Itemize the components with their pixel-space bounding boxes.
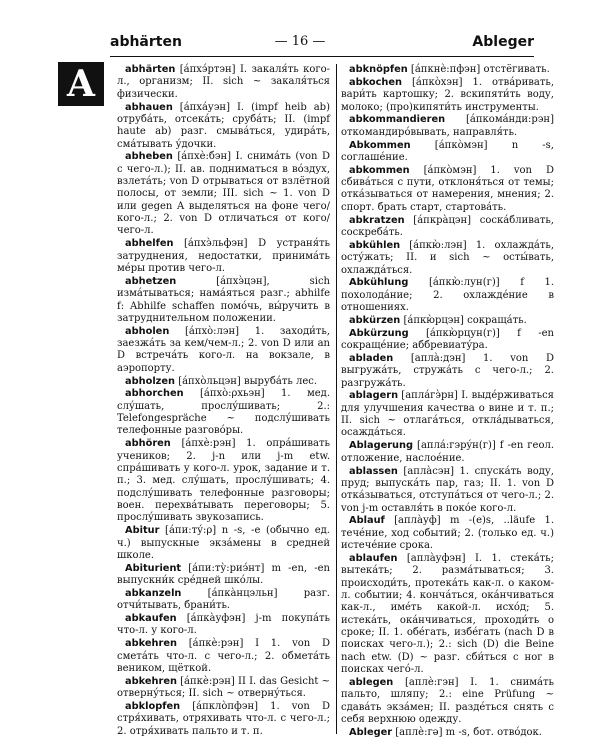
entry-definition: [áпкю̀рцун(г)] f -en сокраще́ние; аббревиату́ра.: [341, 327, 554, 352]
entry-definition: [áпхо̀:ρхьэн] 1. мед. слу́шать, прослу́шивать; 2.: Telefongespräche ~ подслу́шивать телефонные разгово́ры.: [117, 388, 330, 437]
dictionary-entry: [341, 77, 554, 114]
entry-headword: abholen: [125, 325, 170, 337]
dictionary-entry: [117, 276, 330, 325]
dictionary-entry: [117, 102, 330, 151]
entry-definition: [áпкю̀:лун(г)] f 1. похолода́ние; 2. охлажде́ние в отношениях.: [341, 277, 554, 314]
entry-headword: Abkürzung: [349, 327, 409, 339]
entry-headword: ablagern: [349, 390, 399, 402]
entry-definition: [áпкомáнди:рэн] откомандиро́вывать, направля́ть.: [341, 114, 554, 138]
dictionary-entry: [117, 563, 330, 588]
entry-headword: abkommen: [349, 164, 410, 176]
entry-headword: abheben: [125, 151, 173, 163]
dictionary-entry: [117, 151, 330, 237]
entry-definition: [áпкѐ:рэн] II I. das Gesicht ~ отверну́ться; II. sich ~ отверну́ться.: [117, 675, 330, 700]
dictionary-entry: [117, 638, 330, 675]
entry-definition: [áпхэ̀цэн], sich изма́тываться; нама́яться разг.; abhilfe f: Abhilfe schaffen помо́чь, вы́ручить в затруднительном положении.: [117, 275, 330, 324]
entry-headword: abkanzeln: [125, 587, 182, 599]
entry-definition: [áпко̀мэн] n -s, соглаше́ние.: [341, 139, 554, 163]
dictionary-entry: [117, 376, 330, 388]
entry-definition: [áпхэ̀льфэн] D устраня́ть затруднения, недостатки, принима́ть ме́ры против чего-л.: [117, 238, 330, 274]
dictionary-entry: [341, 440, 554, 465]
entry-definition: [áпкю̀рцэн] сокраща́ть.: [400, 314, 527, 326]
dictionary-entry: [117, 388, 330, 437]
entry-headword: abklopfen: [125, 701, 181, 713]
entry-headword: Ableger: [349, 726, 393, 738]
entry-definition: [áпкю̀:лэн] 1. охлажда́ть, осту́жать; II. и sich ~ осты́вать, охлажда́ться.: [341, 239, 554, 276]
entry-headword: abhorchen: [125, 388, 184, 400]
entry-definition: [аплѐ:гэн] I. 1. снима́ть пальто, шляпу; 2.: eine Prüfung ~ сдава́ть экза́мен; II. разде́ться снять с себя верхнюю одежду.: [341, 676, 554, 725]
entry-headword: Abiturient: [125, 562, 182, 574]
dictionary-entry: [341, 677, 554, 726]
entry-definition: [áпка̀нцэльн] разг. отчи́тывать, брани́ть.: [117, 587, 330, 612]
dictionary-entry: [341, 114, 554, 139]
entry-definition: [аплѐ:гə] m -s, бот. отво́док.: [392, 726, 542, 738]
entry-definition: [áпкло̀пфэн] 1. von D стря́хивать, отряхивать что-л. с чего-л.; 2. отря́хивать пальто и т. п.: [117, 701, 330, 737]
entry-headword: Abkühlung: [349, 277, 409, 289]
running-head-right: Ableger: [472, 34, 534, 50]
entry-definition: [áпхо̀:лэн] 1. заходи́ть, заезжа́ть за кем/чем-л.; 2. von D или an D встреча́ть кого-л. на вокзале, в аэропорту.: [117, 325, 330, 374]
entry-headword: abholzen: [125, 375, 176, 387]
entry-definition: [аплá:гэрýн(г)] f -en геол. отложение, наслое́ние.: [341, 440, 554, 464]
entry-definition: [áпкѐ:рэн] I 1. von D смета́ть что-л. с чего-л.; 2. обмета́ть веником, щёткой.: [117, 638, 330, 674]
right-column: [341, 64, 554, 740]
section-letter-tab: A: [58, 62, 104, 106]
entry-headword: abkochen: [349, 76, 403, 88]
page-header: [0, 0, 600, 60]
entry-definition: [áпи:ту̀:риэ́нт] m -en, -en выпускни́к сре́дней шко́лы.: [117, 562, 330, 587]
dictionary-entry: [341, 353, 554, 390]
entry-headword: Ablauf: [349, 515, 385, 527]
entry-headword: abladen: [349, 352, 394, 364]
entry-definition: [áпхо̀льцэн] выруба́ть лес.: [175, 375, 318, 387]
entry-definition: [апла̀уфэн] I. 1. стека́ть; вытека́ть; 2. разма́тываться; 3. происходи́ть, протека́ть как-л. о каком-л. событии; 4. конча́ться, ока́нчиваться как-л., име́ть какой-л. исхо́д; 5. истека́ть, ока́нчиваться, проходи́ть о сроке; II. 1. обе́гать, избе́гать (nach D в поисках чего-л.); 2.: sich (D) die Beine nach etw. (D) ~ разг. сби́ться с ног в поисках чего́-л.: [341, 552, 554, 675]
entry-headword: abhören: [125, 438, 171, 450]
entry-headword: abkürzen: [349, 314, 401, 326]
dictionary-entry: [117, 676, 330, 701]
entry-definition: [áпко̀хэн] 1. отва́ривать, вари́ть картошку; 2. вскипяти́ть воду, молоко; (про)кипяти́ть инструменты.: [341, 76, 554, 113]
dictionary-entry: [341, 215, 554, 240]
entry-definition: [áпкнѐ:пфэн] отстёгивать.: [407, 64, 550, 75]
dictionary-entry: [117, 238, 330, 275]
entry-headword: abkehren: [125, 675, 177, 687]
dictionary-entry: [117, 525, 330, 562]
entry-headword: abhetzen: [125, 275, 177, 287]
dictionary-entry: [341, 515, 554, 552]
dictionary-entry: [341, 240, 554, 277]
dictionary-entry: [341, 140, 554, 165]
page-number: — 16 —: [274, 34, 326, 49]
running-head-left: abhärten: [110, 34, 182, 50]
dictionary-entry: [341, 328, 554, 353]
entry-definition: [аплáгэ̀рн] I. выде́рживаться для улучшения качества о вине и т. п.; II. sich ~ отлага́ться, откла́дываться, осажда́ться.: [341, 390, 554, 439]
dictionary-entry: [341, 165, 554, 214]
dictionary-entry: [117, 326, 330, 375]
entry-headword: abkehren: [125, 638, 177, 650]
entry-definition: [áпка̀уфэн] j-m покупа́ть что-л. у кого-л.: [117, 613, 330, 637]
entry-definition: [áпи:ту́:ρ] n -s, -e (обычно ед. ч.) выпускные экза́мены в средней школе.: [117, 525, 330, 561]
entry-definition: [апла̀сэн] 1. спуска́ть воду, пруд; выпуска́ть пар, газ; II. 1. von D отка́зываться, отступа́ться от чего-л.; 2. von j-m оставля́ть в поко́е кого-л.: [341, 465, 554, 514]
left-column: [117, 64, 330, 739]
entry-definition: [áпхэ́ртэн] I. закаля́ть кого-л., организм; II. sich ~ закаля́ться физически.: [117, 64, 330, 100]
entry-headword: abknöpfen: [349, 64, 408, 75]
entry-definition: [áпхѐ:рэн] 1. опра́шивать учеников; 2. j-n или j-m etw. спра́шивать у кого-л. урок, задание и т. п.; 3. мед. слу́шать, прослу́шивать; 4. подслу́шивать телефонные разговоры; воен. перехва́тывать переговоры; 5. прослу́шивать звукозапись.: [117, 438, 330, 524]
entry-headword: ablassen: [349, 465, 398, 477]
entry-headword: ablaufen: [349, 552, 398, 564]
entry-headword: abkühlen: [349, 239, 401, 251]
entry-headword: abkratzen: [349, 214, 405, 226]
dictionary-entry: [117, 438, 330, 524]
header-rule: [110, 56, 534, 57]
entry-definition: [áпко̀мэн] 1. von D сбива́ться с пути, отклоня́ться от темы; отка́зываться от намерения, мнения; 2. спорт. брать старт, стартова́ть.: [341, 164, 554, 213]
dictionary-entry: [341, 277, 554, 314]
entry-definition: [áпкра̀цэн] соска́бливать, соскреба́ть.: [341, 214, 554, 238]
entry-headword: abkommandieren: [349, 114, 446, 126]
entry-definition: [áпхáуэн] I. (impf heib ab) отруба́ть, отсека́ть; сруба́ть; II. (impf haute ab) разг. смыва́ться, удира́ть, сма́тывать у́дочки.: [117, 101, 330, 150]
dictionary-entry: [341, 727, 554, 739]
entry-definition: [апла̀:дэн] 1. von D выгружа́ть, стружа́ть с чего-л.; 2. разгружа́ть.: [341, 352, 554, 389]
entry-headword: Abkommen: [349, 139, 411, 151]
dictionary-entry: [341, 553, 554, 676]
entry-definition: [áпхѐ:бэн] I. снима́ть (von D с чего-л.); II. ав. подниматься в во́здух, взлета́ть; von D отрываться от взлётной полосы, от земли; III. sich ~ 1. von D или gegen A выделяться на фоне чего/кого-л.; 2. von D отличаться от кого/чего-л.: [117, 151, 330, 237]
dictionary-entry: [341, 64, 554, 76]
entry-headword: ablegen: [349, 676, 394, 688]
entry-headword: Abitur: [125, 525, 160, 537]
entry-headword: abkaufen: [125, 613, 177, 625]
dictionary-entry: [117, 613, 330, 638]
dictionary-entry: [117, 64, 330, 101]
entry-headword: abhauen: [125, 101, 173, 113]
entry-headword: abhelfen: [125, 238, 174, 250]
entry-definition: [апла̀уф] m -(e)s, ..läufe 1. тече́ние, ход событий; 2. (только ед. ч.) истече́ние срока.: [341, 515, 554, 552]
dictionary-entry: [341, 466, 554, 515]
dictionary-entry: [117, 701, 330, 738]
entry-headword: Ablagerung: [349, 440, 414, 452]
entry-headword: abhärten: [125, 64, 176, 75]
dictionary-entry: [117, 588, 330, 613]
dictionary-entry: [341, 390, 554, 439]
dictionary-entry: [341, 315, 554, 327]
column-divider: [336, 64, 337, 734]
